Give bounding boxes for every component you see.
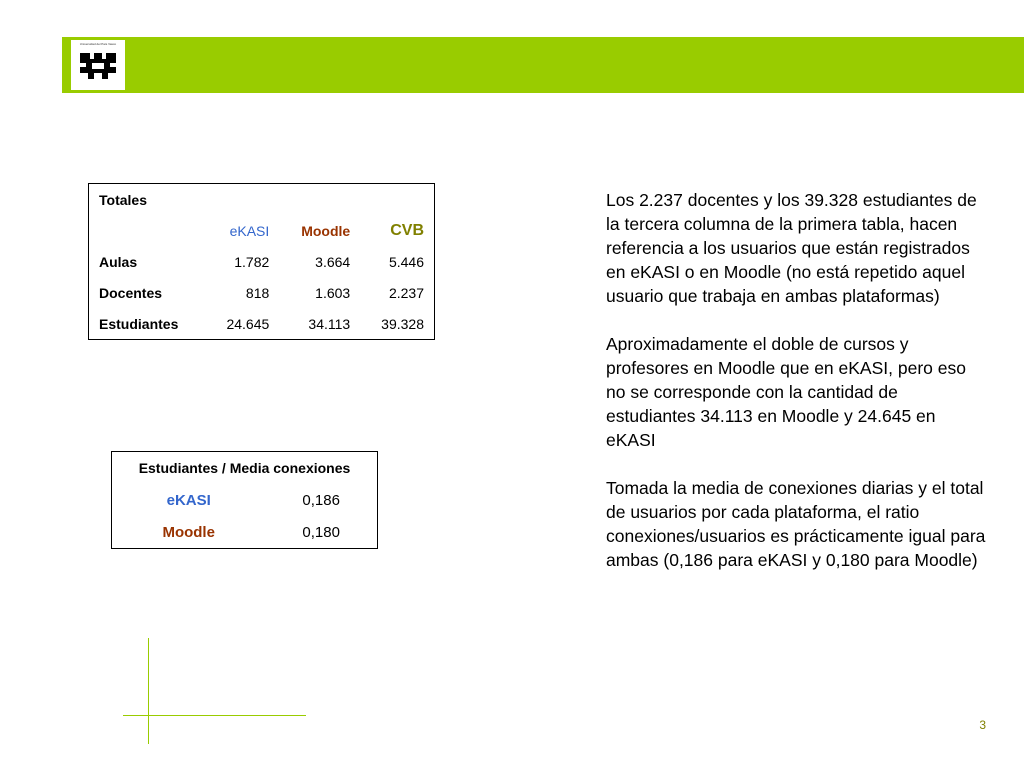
table-row	[89, 246, 435, 277]
paragraph: Aproximadamente el doble de cursos y profesores en Moodle que en eKASI, pero eso no se corresponde con la cantidad de estudiantes 34.113 en Moodle y 24.645 en eKASI	[606, 334, 966, 450]
column-header-ekasi: eKASI	[229, 222, 270, 239]
table-row	[89, 277, 435, 308]
table-cell: 34.113	[308, 315, 351, 332]
commentary-text	[606, 188, 988, 596]
header-bar	[62, 37, 1024, 93]
table-cell: 1.603	[315, 284, 351, 301]
university-logo	[71, 40, 125, 90]
table-cell: 0,186	[302, 491, 340, 509]
row-label: Estudiantes	[99, 315, 179, 332]
connections-table	[111, 451, 378, 549]
row-label-moodle: Moodle	[162, 523, 215, 541]
table-cell: 39.328	[381, 315, 424, 332]
table-cell: 2.237	[388, 284, 424, 301]
table-header-row	[89, 215, 435, 246]
table-title: Estudiantes / Media conexiones	[138, 460, 351, 476]
decorative-horizontal-line	[123, 715, 306, 716]
table-row	[112, 484, 378, 516]
table-row	[89, 184, 435, 216]
table-cell: 1.782	[234, 253, 270, 270]
logo-icon	[78, 50, 118, 82]
decorative-vertical-line	[148, 638, 149, 744]
row-label-ekasi: eKASI	[166, 491, 211, 509]
row-label: Docentes	[99, 284, 163, 301]
paragraph: Tomada la media de conexiones diarias y el total de usuarios por cada plataforma, el ratio conexiones/usuarios es prácticamente igual para ambas (0,186 para eKASI y 0,180 para Moodle)	[606, 478, 986, 570]
column-header-cvb: CVB	[390, 221, 424, 239]
table-row	[112, 516, 378, 549]
table-cell: 24.645	[226, 315, 270, 332]
table-cell: 0,180	[302, 523, 340, 541]
page-number: 3	[979, 718, 986, 732]
table-title: Totales	[99, 191, 147, 208]
table-cell: 818	[245, 284, 270, 301]
table-row	[89, 308, 435, 340]
logo-text: Universidad del País Vasco	[79, 43, 117, 46]
totals-table	[88, 183, 435, 340]
table-cell: 5.446	[388, 253, 424, 270]
table-cell: 3.664	[315, 253, 351, 270]
paragraph: Los 2.237 docentes y los 39.328 estudiantes de la tercera columna de la primera tabla, hacen referencia a los usuarios que están registrados en eKASI o en Moodle (no está repetido aquel usuario que trabaja en ambas plataformas)	[606, 190, 977, 306]
row-label: Aulas	[99, 253, 138, 270]
table-row	[112, 452, 378, 485]
column-header-moodle: Moodle	[301, 222, 351, 239]
